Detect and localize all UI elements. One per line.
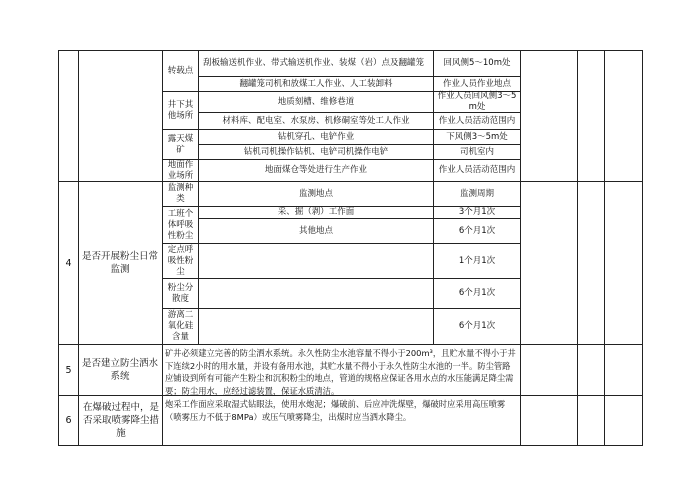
item-question: 是否建立防尘洒水系统 [82,358,159,382]
open-pit-label: 露天煤矿 [167,133,194,155]
monitor-period-cell: 6个月1次 [458,225,496,236]
location-cell: 作业人员活动范围内 [438,165,516,175]
item-number: 4 [65,257,72,269]
fixed-point-dust-label: 定点呼吸性粉尘 [167,244,194,277]
col-divider [604,50,605,446]
operation-cell: 地质刻槽、维修巷道 [277,96,355,107]
monitor-location-cell: 其他地点 [298,225,333,236]
transfer-point-label: 转载点 [167,65,194,76]
monitor-period-cell: 3个月1次 [458,207,496,217]
monitor-type-header: 监测种类 [167,183,194,204]
inspection-table [58,50,643,446]
monitor-location-header: 监测地点 [298,188,333,199]
operation-cell: 钻机司机操作钻机、电铲司机操作电铲 [243,146,389,157]
operation-cell: 刮板输送机作业、带式输送机作业、装煤（岩）点及翻罐笼 [203,58,425,68]
operation-cell: 钻机穿孔、电铲作业 [277,131,355,142]
location-cell: 作业人员活动范围内 [438,115,516,126]
ground-site-label: 地面作业场所 [167,159,194,181]
underground-other-label: 井下其他场所 [167,99,194,121]
item-number: 5 [65,364,72,376]
location-cell: 司机室内 [459,146,494,157]
operation-cell: 地面煤仓等处进行生产作业 [264,165,367,175]
monitor-period-cell: 6个月1次 [458,321,496,331]
location-cell: 回风侧5～10m处 [443,58,511,68]
operation-cell: 材料库、配电室、水泵房、机修硐室等处工人作业 [222,115,410,126]
requirement-text: 矿井必须建立完善的防尘洒水系统。永久性防尘水池容量不得小于200m³，且贮水量不得小于井下连续2小时的用水量，并设有备用水池，其贮水量不得小于永久性防尘水池的一半。防尘管路应铺设到所有可能产生粉尘和沉积粉尘的地点，管道的规格应保证各用水点的水压能满足降尘需要；防尘用水，应经过滤装置，保证水质清洁。 [165,348,516,396]
item-number: 6 [65,415,72,426]
col-divider [577,50,578,446]
operation-cell: 翻罐笼司机和放煤工人作业、人工装卸料 [239,78,393,89]
location-cell: 作业人员作业地点 [442,78,511,89]
requirement-text: 炮采工作面应采取湿式钻眼法，使用水炮泥；爆破前、后应冲洗煤壁，爆破时应采用高压喷雾（喷雾压力不低于8MPa）或压气喷雾降尘，出煤时应当洒水降尘。 [165,399,506,422]
col-divider [520,50,521,446]
location-cell: 下风侧3～5m处 [446,131,508,142]
col-divider [162,50,163,446]
monitor-period-cell: 1个月1次 [458,255,496,266]
item-question: 是否开展粉尘日常监测 [82,251,159,275]
location-cell: 作业人员回风侧3～5m处 [437,91,517,112]
dispersion-label: 粉尘分散度 [167,282,194,304]
silica-label: 游离二氧化硅含量 [167,310,194,342]
worker-dust-label: 工班个体呼吸性粉尘 [167,208,194,241]
table-border-bottom [58,445,643,446]
item-question: 在爆破过程中，是否采取喷雾降尘措施 [82,402,159,439]
col-divider [78,50,79,446]
monitor-location-cell: 采、掘（剥）工作面 [277,207,355,217]
table-border-right [642,50,643,446]
monitor-period-cell: 6个月1次 [458,288,496,298]
monitor-period-header: 监测周期 [459,188,494,199]
